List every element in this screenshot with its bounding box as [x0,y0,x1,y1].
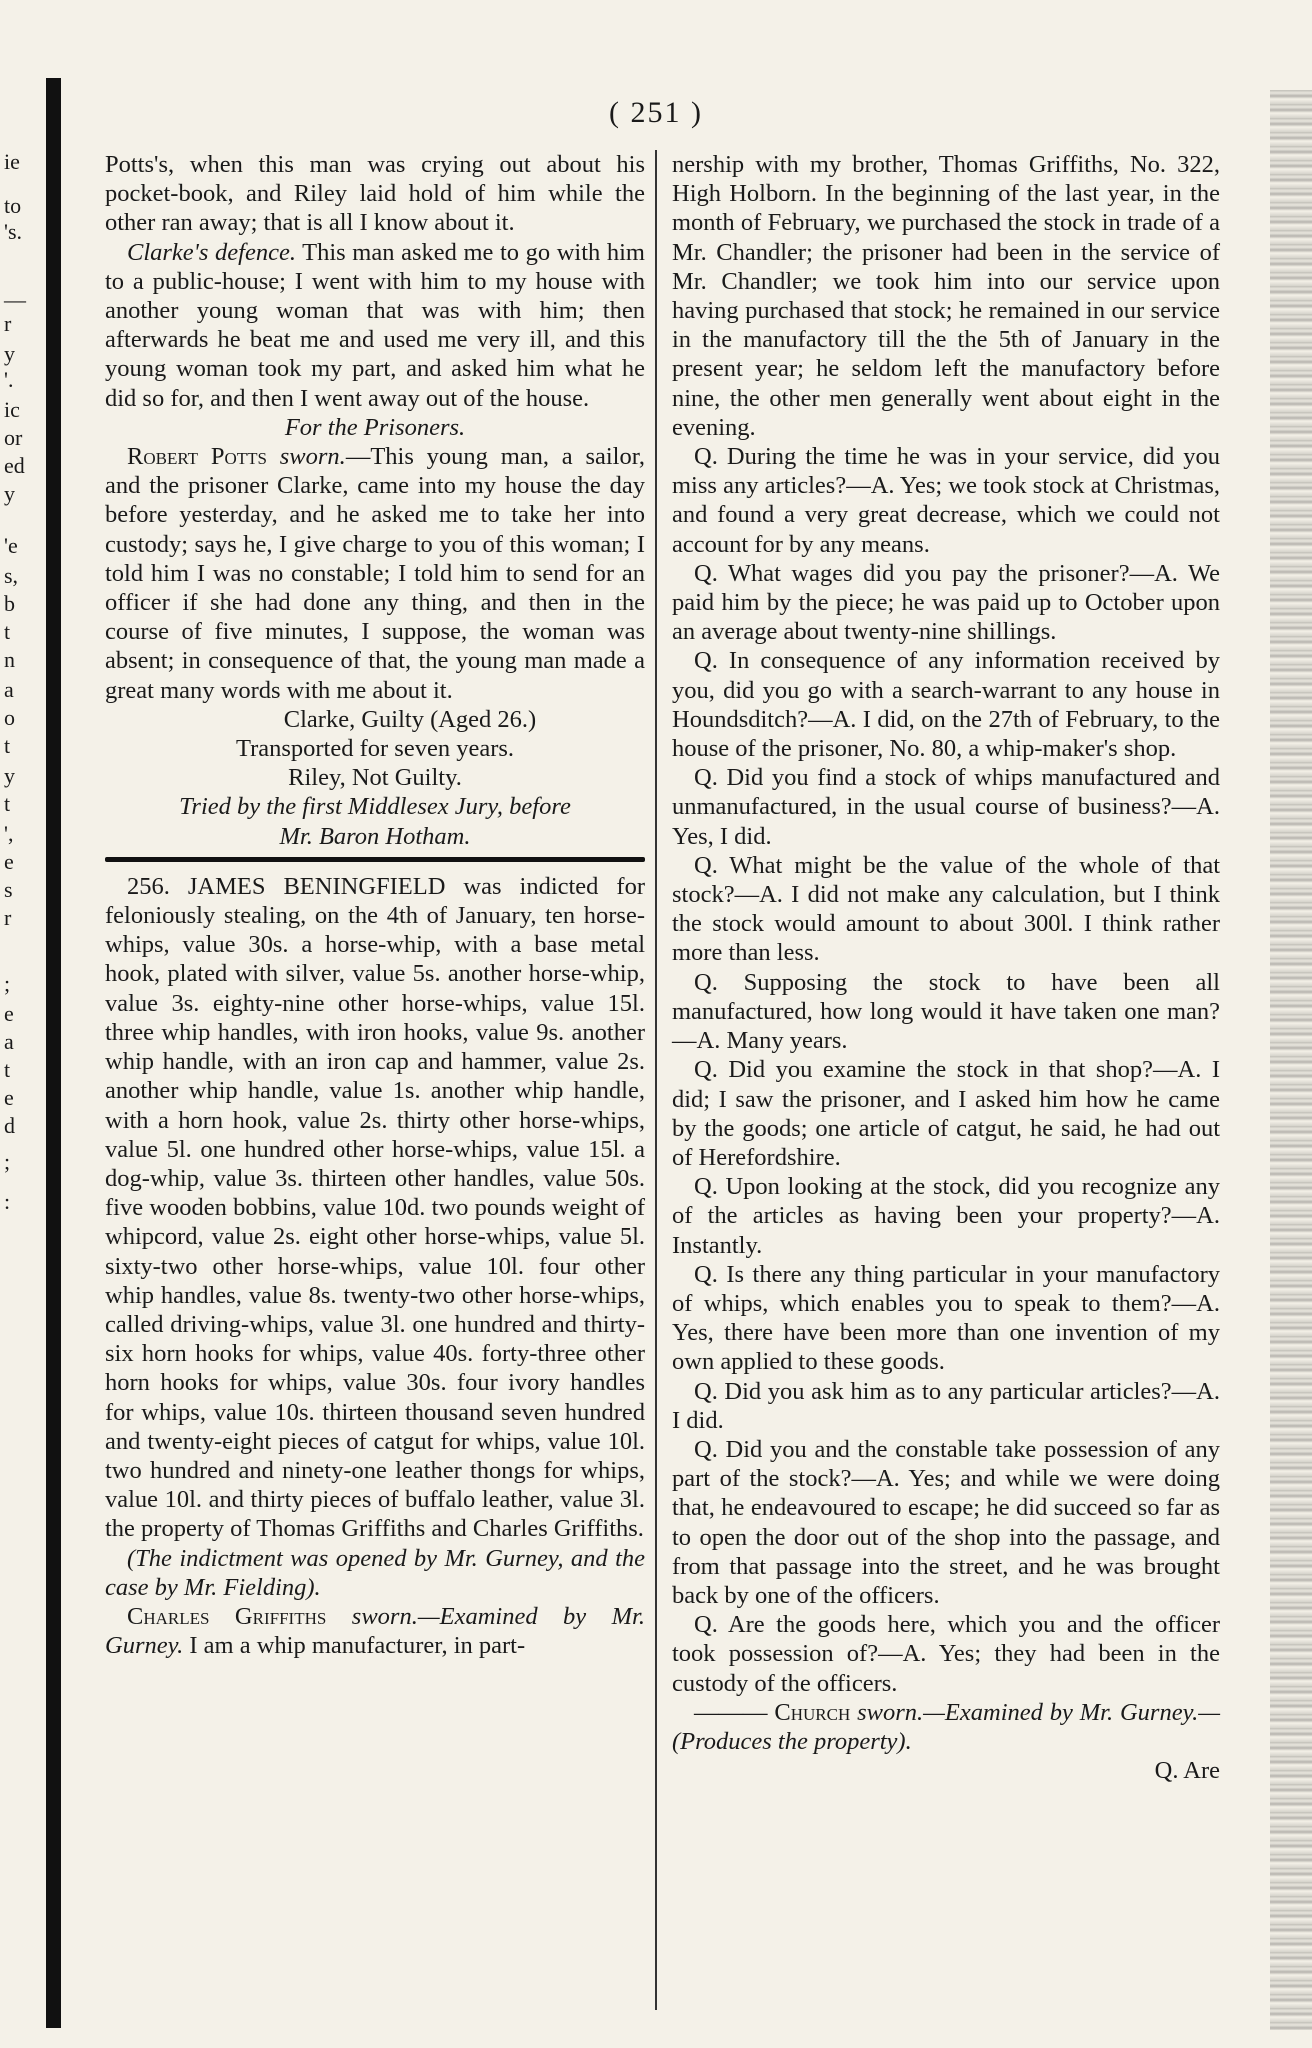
section-heading-text: For the Prisoners. [284,413,466,441]
speaker-label: Clarke's defence. [127,238,296,266]
column-divider [655,150,657,2010]
sworn-label: sworn. [279,443,346,471]
margin-fragment: 's. [4,219,23,244]
catchword: Q. Are [1154,1757,1220,1785]
qa-paragraph: Q. During the time he was in your service, did you miss any articles?—A. Yes; we took stock at Christmas, and found a very great decrease, which we could not account for by any means. [672,443,1220,558]
indictment-paragraph: 256. JAMES BENINGFIELD was indicted for feloniously stealing, on the 4th of January, ten horse-whips, value 30s. a horse-whip, with a base metal hook, plated with silver, value 5s. another horse-whip, value 3s. eighty-nine other horse-whips, value 15l. three whip handles, with iron hooks, value 9s. another whip handle, with an iron cap and hammer, value 2s. another whip handle, value 1s. another whip handle, with a horn hook, value 2s. thirty other horse-whips, value 5l. one hundred other horse-whips, value 15l. a dog-whip, value 3s. thirteen other handles, value 50s. five wooden bobbins, value 10d. two pounds weight of whipcord, value 2s. eight other horse-whips, value 5l. sixty-two other horse-whips, value 10l. four other whip handles, value 8s. twenty-two other horse-whips, called driving-whips, value 3l. one hundred and thirty-six horn hooks for whips, value 40s. forty-three other horn hooks for whips, value 30s. four ivory handles for whips, value 10s. thirteen thousand seven hundred and twenty-eight pieces of catgut for whips, value 10l. two hundred and ninety-one leather thongs for whips, value 10l. and thirty pieces of buffalo leather, value 3l. the property of Thomas Griffiths and Charles Griffiths. [105,872,645,1543]
paragraph: Potts's, when this man was crying out about his pocket-book, and Riley laid hold of him while the other ran away; that is all I know about it. [105,151,645,237]
verdict-line: Clarke, Guilty (Aged 26.) [283,705,537,733]
qa-paragraph: Q. Supposing the stock to have been all manufactured, how long would it have taken one man?—A. Many years. [672,968,1220,1055]
qa-paragraph: Q. Did you examine the stock in that shop?—A. I did; I saw the prisoner, and I asked him how he came by the goods; one article of catgut, he said, he had out of Herefordshire. [672,1056,1220,1171]
margin-fragment: d [4,1113,15,1138]
margin-fragment: e [4,1001,14,1026]
qa-paragraph: Q. Are the goods here, which you and the officer took possession of?—A. Yes; they had been in the custody of the officers. [672,1611,1220,1697]
paragraph-text: This man asked me to go with him to a public-house; I went with him to my house with another young woman that was with him; then afterwards he beat me and used me very ill, and this young woman took my part, and asked him what he did so for, and then I went away out of the house. [105,238,645,412]
paragraph [105,238,645,413]
dash: ——— [694,1698,775,1726]
right-edge-bleedthrough [1270,90,1312,2030]
paragraph [105,442,645,705]
tried-by-line: Tried by the first Middlesex Jury, before [179,793,571,821]
sentence-line: Transported for seven years. [235,735,515,763]
margin-fragment: y [4,341,15,366]
margin-fragment: o [4,705,15,730]
margin-fragment: ; [4,971,11,996]
margin-fragment: : [4,1189,11,1214]
margin-fragment: t [4,791,11,816]
qa-paragraph: Q. Did you ask him as to any particular articles?—A. I did. [672,1377,1220,1434]
margin-fragment: ', [4,821,14,846]
margin-fragment: s [4,877,13,902]
margin-fragment: a [4,677,14,702]
margin-fragment: ic [4,397,20,422]
margin-fragment: ie [4,149,20,174]
paragraph: nership with my brother, Thomas Griffiths, No. 322, High Holborn. In the beginning of the last year, in the month of February, we purchased the stock in trade of a Mr. Chandler; the prisoner had been in the service of Mr. Chandler; we took him into our service upon having purchased that stock; he remained in our service in the manufactory till the the 5th of January in the present year; he seldom left the manufactory before nine, the other men generally went about eight in the evening. [672,151,1220,441]
margin-fragment: y [4,481,15,506]
indictment-note [105,1544,645,1602]
qa-paragraph: Q. What might be the value of the whole of that stock?—A. I did not make any calculation, but I think the stock would amount to about 300l. I think rather more than less. [672,851,1220,967]
section-rule [105,857,645,862]
qa-paragraph: Q. Did you find a stock of whips manufactured and unmanufactured, in the usual course of business?—A. Yes, I did. [672,764,1220,850]
paragraph-text: —This young man, a sailor, and the prisoner Clarke, came into my house the day before yesterday, and he asked me to take her into custody; says he, I give charge to you of this woman; I told him I was no constable; I told him to send for an officer if she had done any thing, and then in the course of five minutes, I suppose, the woman was absent; in consequence of that, the young man made a great many words with me about it. [105,443,646,704]
paragraph [105,1602,645,1660]
verdict [105,705,645,793]
qa-paragraph: Q. Upon looking at the stock, did you recognize any of the articles as having been your property?—A. Instantly. [672,1173,1220,1259]
margin-fragment: — [4,287,26,312]
margin-fragment: s, [4,563,19,588]
margin-fragment: ; [4,1149,11,1174]
qa-paragraph: Q. What wages did you pay the prisoner?—A. We paid him by the piece; he was paid up to October upon an average about twenty-nine shillings. [672,559,1220,646]
verdict-line: Riley, Not Guilty. [288,764,462,792]
sworn-label: sworn.—Examined by Mr. Gurney. [105,1602,646,1660]
qa-paragraph: Q. In consequence of any information received by you, did you go with a search-warrant to any house in Houndsditch?—A. I did, on the 27th of February, to the house of the prisoner, No. 80, a whip-maker's shop. [672,647,1220,763]
margin-fragment: 'e [4,533,18,558]
margin-fragment: t [4,1057,11,1082]
paragraph-text: I am a whip manufacturer, in part- [183,1632,526,1660]
note-text: (The indictment was opened by Mr. Gurney, and the case by Mr. Fielding). [105,1544,645,1601]
witness-name: Church [774,1698,851,1726]
margin-fragment: b [4,591,15,616]
margin-fragment: r [4,311,12,336]
margin-fragment: '. [4,367,14,392]
binding-edge [46,78,61,2028]
page-number: ( 251 ) [609,96,703,129]
margin-fragment: a [4,1029,14,1054]
left-column [105,150,645,1660]
qa-paragraph: Q. Is there any thing particular in your manufactory of whips, which enables you to speak to them?—A. Yes, there have been more than one invention of my own applied to these goods. [672,1260,1220,1376]
qa-paragraph: Q. Did you and the constable take possession of any part of the stock?—A. Yes; and while we were doing that, he endeavoured to escape; he did succeed so far as to open the door out of the shop into the passage, and from that passage into the street, and he was brought back by one of the officers. [672,1435,1220,1609]
paragraph [672,1698,1220,1756]
margin-fragment: n [4,647,15,672]
margin-fragment: t [4,619,11,644]
margin-fragment: t [4,733,11,758]
margin-fragment: to [4,193,22,218]
tried-by [105,792,645,850]
margin-fragment: r [4,905,12,930]
section-heading [105,413,645,442]
witness-name: Robert Potts [127,443,267,471]
margin-fragment: e [4,849,14,874]
tried-by-line: Mr. Baron Hotham. [279,822,471,850]
margin-fragment: or [4,425,23,450]
sworn-label: sworn.—Examined by Mr. Gurney.—(Produces the property). [672,1698,1221,1755]
margin-fragment: e [4,1085,14,1110]
right-column [672,150,1220,1785]
witness-name: Charles Griffiths [127,1602,327,1630]
margin-fragment: ed [4,453,25,478]
margin-fragment: y [4,763,15,788]
